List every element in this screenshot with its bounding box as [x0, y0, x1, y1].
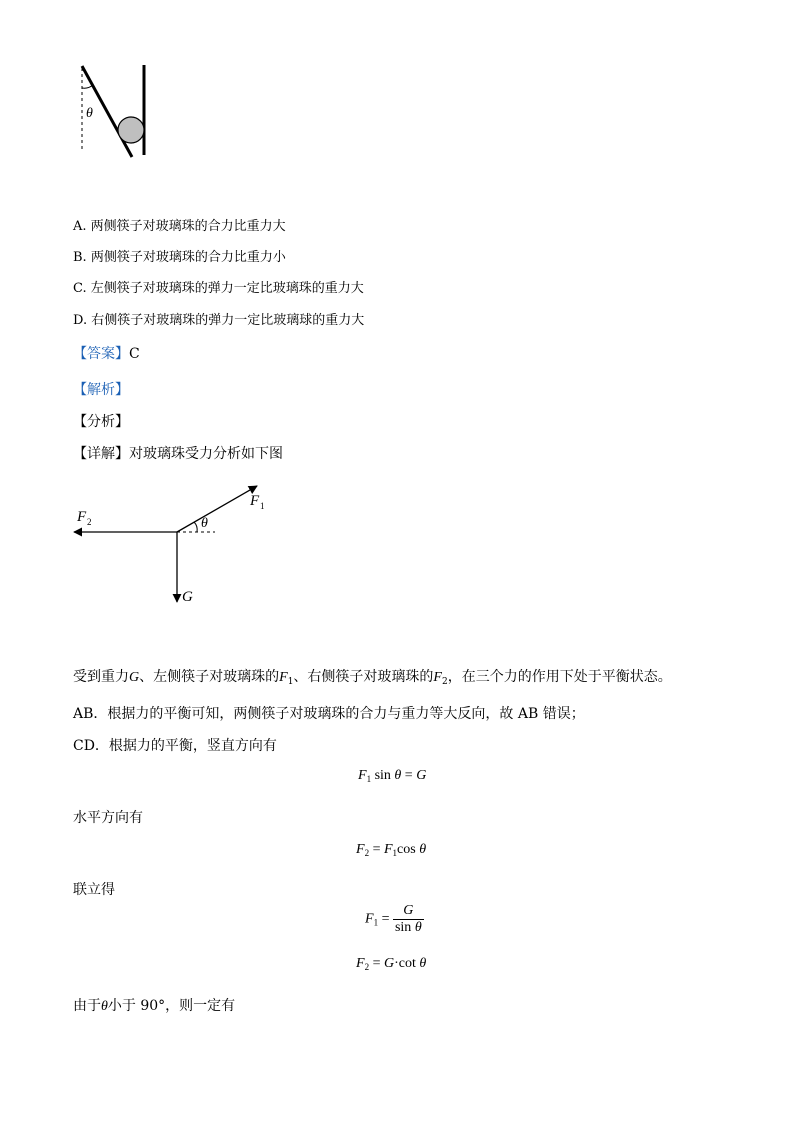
equation-f2: $F_2 = G\cdot\cot$ θ [356, 956, 427, 972]
equation-vertical: $F_1$ sin θ = G [358, 768, 427, 784]
equation-horizontal: $F_2 = F_1\cos$ θ [356, 842, 427, 858]
theta-label: θ [201, 516, 208, 531]
equation-f1: $F_1$ = $\frac{G}{\text{sin θ}}$ [365, 903, 422, 935]
option-c: C. 左侧筷子对玻璃珠的弹力一定比玻璃珠的重力大 [73, 281, 364, 296]
f1-subscript: 1 [260, 501, 265, 511]
glass-bead [118, 117, 144, 143]
detail-line: 【详解】对玻璃珠受力分析如下图 [73, 446, 283, 462]
g-label: G [182, 589, 193, 605]
theta-label: θ [86, 106, 93, 121]
answer-line: 【答案】C [73, 346, 140, 362]
analysis-heading: 【解析】 [73, 382, 129, 398]
option-a: A. 两侧筷子对玻璃珠的合力比重力大 [73, 219, 286, 234]
chopsticks-figure [70, 60, 160, 165]
f1-arrow [177, 486, 257, 532]
force-diagram [70, 478, 280, 608]
cd-paragraph: CD．根据力的平衡，竖直方向有 [73, 738, 277, 754]
conclusion-line: 由于θ小于 90°，则一定有 [73, 998, 236, 1014]
combine-label: 联立得 [73, 882, 115, 898]
angle-arc [194, 522, 197, 532]
f1-label: F [250, 493, 260, 509]
ab-paragraph: AB．根据力的平衡可知，两侧筷子对玻璃珠的合力与重力等大反向，故 AB 错误； [73, 706, 585, 722]
forces-paragraph: 受到重力G、左侧筷子对玻璃珠的$F_1$、右侧筷子对玻璃珠的$F_2$，在三个力的作用下处于平衡状态。 [73, 669, 672, 687]
horizontal-label: 水平方向有 [73, 810, 143, 826]
option-d: D. 右侧筷子对玻璃珠的弹力一定比玻璃球的重力大 [73, 313, 365, 328]
f2-subscript: 2 [87, 517, 92, 527]
option-b: B. 两侧筷子对玻璃珠的合力比重力小 [73, 250, 286, 265]
fenxi-heading: 【分析】 [73, 414, 129, 430]
f2-label: F [77, 509, 87, 525]
